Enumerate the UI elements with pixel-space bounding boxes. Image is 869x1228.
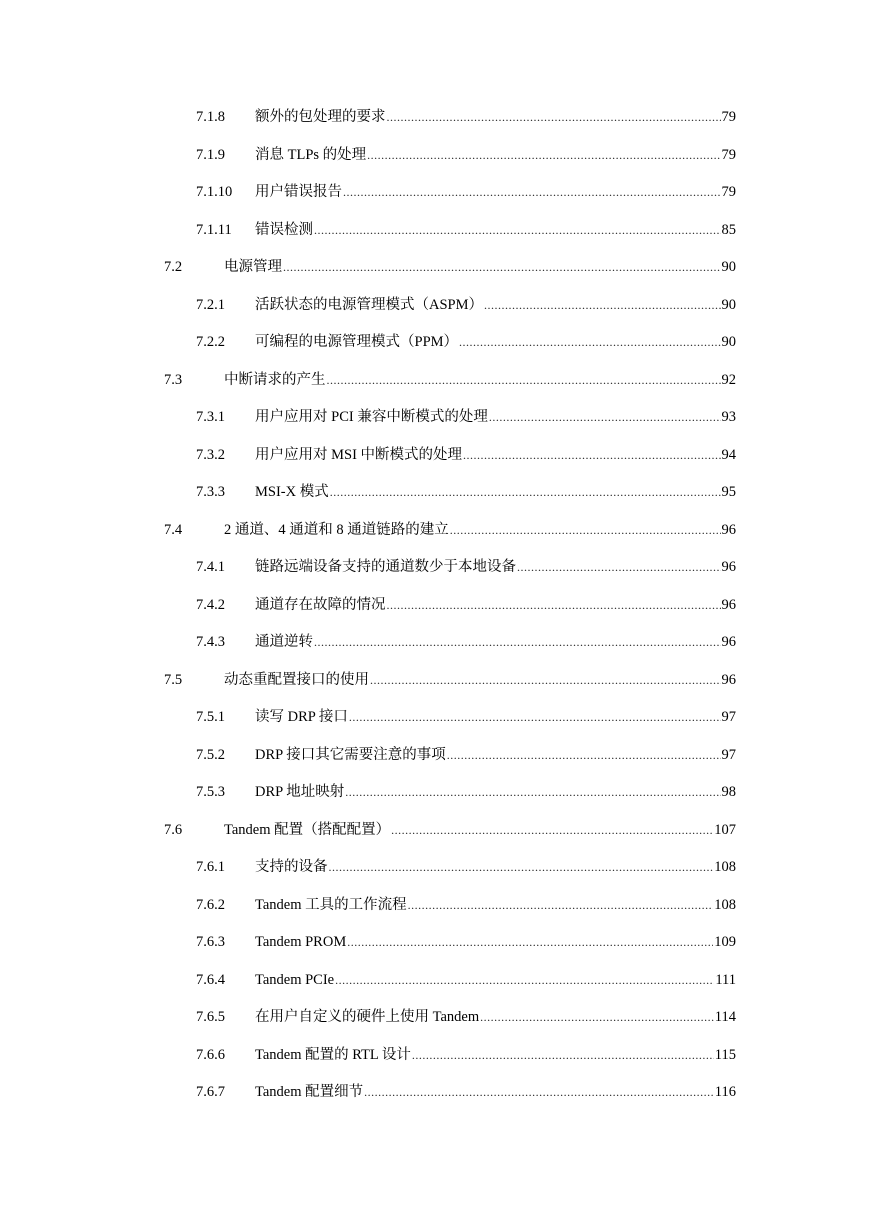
toc-entry[interactable] bbox=[0, 849, 869, 887]
dot-leader bbox=[408, 887, 714, 925]
toc-entry-page: 96 bbox=[721, 559, 736, 575]
toc-entry-line bbox=[255, 212, 736, 250]
dot-leader bbox=[335, 962, 714, 1000]
dot-leader bbox=[314, 212, 721, 250]
toc-entry-line bbox=[255, 962, 736, 1000]
toc-entry-number: 7.6.4 bbox=[196, 971, 225, 988]
toc-entry-number: 7.3 bbox=[164, 371, 183, 388]
toc-entry-line bbox=[255, 774, 736, 812]
toc-entry-page: 96 bbox=[721, 521, 736, 538]
toc-entry-page: 79 bbox=[721, 109, 736, 125]
toc-entry-number: 7.5 bbox=[164, 671, 183, 688]
toc-entry-title: 链路远端设备支持的通道数少于本地设备 bbox=[255, 559, 516, 575]
toc-entry-line bbox=[224, 512, 736, 550]
toc-entry-title: 在用户自定义的硬件上使用 Tandem bbox=[255, 1009, 480, 1025]
toc-entry-title: MSI-X 模式 bbox=[255, 484, 329, 500]
toc-entry[interactable] bbox=[0, 999, 869, 1037]
toc-entry[interactable] bbox=[0, 362, 869, 400]
toc-entry-title: 通道逆转 bbox=[255, 634, 313, 650]
toc-entry-number: 7.2 bbox=[164, 259, 183, 275]
toc-entry[interactable] bbox=[0, 962, 869, 1000]
toc-entry-page: 109 bbox=[714, 934, 736, 950]
dot-leader bbox=[327, 362, 721, 400]
toc-entry-page: 116 bbox=[714, 1084, 736, 1100]
toc-entry-number: 7.2.2 bbox=[196, 334, 225, 350]
table-of-contents bbox=[0, 99, 869, 1112]
toc-entry-page: 108 bbox=[714, 859, 736, 875]
toc-entry[interactable] bbox=[0, 174, 869, 212]
dot-leader bbox=[463, 437, 720, 475]
toc-entry-title: 用户错误报告 bbox=[255, 184, 342, 200]
toc-entry-number: 7.6.3 bbox=[196, 934, 225, 950]
toc-entry[interactable] bbox=[0, 99, 869, 137]
toc-entry-number: 7.6.5 bbox=[196, 1009, 225, 1025]
dot-leader bbox=[412, 1037, 714, 1075]
toc-entry-number: 7.3.2 bbox=[196, 446, 225, 463]
toc-entry-title: 额外的包处理的要求 bbox=[255, 109, 386, 125]
toc-entry-number: 7.3.3 bbox=[196, 484, 225, 500]
toc-entry-page: 96 bbox=[721, 596, 736, 613]
toc-entry-page: 97 bbox=[721, 746, 736, 763]
toc-entry-line bbox=[224, 249, 736, 287]
toc-entry-title: 通道存在故障的情况 bbox=[255, 596, 386, 613]
toc-entry-title: 可编程的电源管理模式（PPM） bbox=[255, 334, 459, 350]
toc-entry-page: 94 bbox=[721, 446, 736, 463]
dot-leader bbox=[450, 512, 721, 550]
toc-entry-page: 95 bbox=[721, 484, 736, 500]
toc-entry-title: Tandem 配置（搭配配置） bbox=[224, 821, 391, 838]
toc-entry[interactable] bbox=[0, 662, 869, 700]
toc-entry-line bbox=[255, 474, 736, 512]
dot-leader bbox=[283, 249, 721, 287]
toc-entry[interactable] bbox=[0, 587, 869, 625]
toc-entry[interactable] bbox=[0, 287, 869, 325]
toc-entry[interactable] bbox=[0, 437, 869, 475]
dot-leader bbox=[517, 549, 721, 587]
toc-entry-title: 消息 TLPs 的处理 bbox=[255, 146, 367, 163]
toc-entry-number: 7.4 bbox=[164, 521, 183, 538]
toc-entry-title: Tandem PCIe bbox=[255, 971, 335, 988]
toc-entry-title: 错误检测 bbox=[255, 221, 313, 238]
dot-leader bbox=[489, 399, 721, 437]
toc-entry-number: 7.5.3 bbox=[196, 784, 225, 800]
toc-entry-line bbox=[255, 624, 736, 662]
toc-entry[interactable] bbox=[0, 324, 869, 362]
toc-entry-page: 98 bbox=[721, 784, 736, 800]
dot-leader bbox=[330, 474, 721, 512]
toc-entry-line bbox=[224, 662, 736, 700]
dot-leader bbox=[387, 99, 721, 137]
toc-entry-line bbox=[255, 437, 736, 475]
toc-entry-title: 支持的设备 bbox=[255, 859, 328, 875]
toc-entry-title: 中断请求的产生 bbox=[224, 371, 326, 388]
dot-leader bbox=[329, 849, 714, 887]
dot-leader bbox=[480, 999, 714, 1037]
toc-entry[interactable] bbox=[0, 774, 869, 812]
dot-leader bbox=[314, 624, 721, 662]
toc-entry-title: DRP 地址映射 bbox=[255, 784, 345, 800]
toc-entry-number: 7.6.1 bbox=[196, 859, 225, 875]
toc-entry-page: 115 bbox=[714, 1046, 736, 1063]
toc-entry[interactable] bbox=[0, 737, 869, 775]
toc-entry[interactable] bbox=[0, 887, 869, 925]
toc-entry[interactable] bbox=[0, 137, 869, 175]
dot-leader bbox=[459, 324, 720, 362]
toc-entry-number: 7.4.1 bbox=[196, 559, 225, 575]
toc-entry[interactable] bbox=[0, 212, 869, 250]
toc-entry-line bbox=[255, 699, 736, 737]
toc-entry-title: Tandem 工具的工作流程 bbox=[255, 896, 407, 913]
dot-leader bbox=[345, 774, 720, 812]
toc-entry-line bbox=[255, 287, 736, 325]
toc-entry-number: 7.5.1 bbox=[196, 709, 225, 725]
toc-entry-page: 108 bbox=[714, 896, 736, 913]
toc-entry[interactable] bbox=[0, 512, 869, 550]
toc-entry-page: 85 bbox=[721, 221, 736, 238]
toc-entry-number: 7.1.8 bbox=[196, 109, 225, 125]
toc-entry-title: 用户应用对 PCI 兼容中断模式的处理 bbox=[255, 409, 488, 425]
toc-entry-page: 92 bbox=[721, 371, 736, 388]
toc-entry[interactable] bbox=[0, 249, 869, 287]
toc-entry-page: 96 bbox=[721, 671, 736, 688]
toc-entry-title: 读写 DRP 接口 bbox=[255, 709, 348, 725]
toc-entry-number: 7.1.9 bbox=[196, 146, 225, 163]
toc-entry-line bbox=[255, 174, 736, 212]
toc-entry-number: 7.5.2 bbox=[196, 746, 225, 763]
toc-entry-line bbox=[255, 399, 736, 437]
toc-entry-line bbox=[224, 812, 736, 850]
toc-entry-title: 2 通道、4 通道和 8 通道链路的建立 bbox=[224, 521, 449, 538]
toc-entry-number: 7.1.11 bbox=[196, 221, 232, 238]
dot-leader bbox=[484, 287, 721, 325]
toc-entry-line bbox=[255, 999, 736, 1037]
toc-entry-page: 79 bbox=[721, 184, 736, 200]
toc-entry-page: 79 bbox=[721, 146, 736, 163]
toc-entry-line bbox=[255, 324, 736, 362]
toc-entry-page: 90 bbox=[721, 334, 736, 350]
dot-leader bbox=[367, 137, 720, 175]
toc-entry-number: 7.4.2 bbox=[196, 596, 225, 613]
toc-entry[interactable] bbox=[0, 812, 869, 850]
toc-entry-line bbox=[255, 737, 736, 775]
dot-leader bbox=[343, 174, 721, 212]
toc-entry-page: 90 bbox=[721, 296, 736, 313]
toc-entry-title: Tandem PROM bbox=[255, 934, 347, 950]
toc-entry-line bbox=[255, 137, 736, 175]
toc-entry[interactable] bbox=[0, 1037, 869, 1075]
dot-leader bbox=[447, 737, 721, 775]
toc-entry-line bbox=[224, 362, 736, 400]
toc-entry-title: 电源管理 bbox=[224, 259, 282, 275]
toc-entry[interactable] bbox=[0, 924, 869, 962]
toc-entry-title: 动态重配置接口的使用 bbox=[224, 671, 369, 688]
toc-entry[interactable] bbox=[0, 699, 869, 737]
toc-entry[interactable] bbox=[0, 624, 869, 662]
toc-entry-line bbox=[255, 887, 736, 925]
dot-leader bbox=[364, 1074, 714, 1112]
toc-entry-line bbox=[255, 99, 736, 137]
dot-leader bbox=[347, 924, 713, 962]
toc-entry-title: DRP 接口其它需要注意的事项 bbox=[255, 746, 446, 763]
toc-entry-title: 用户应用对 MSI 中断模式的处理 bbox=[255, 446, 463, 463]
toc-entry-title: Tandem 配置细节 bbox=[255, 1084, 364, 1100]
toc-entry-line bbox=[255, 587, 736, 625]
toc-entry-line bbox=[255, 549, 736, 587]
toc-entry-number: 7.4.3 bbox=[196, 634, 225, 650]
toc-entry-number: 7.1.10 bbox=[196, 184, 233, 200]
toc-entry[interactable] bbox=[0, 474, 869, 512]
toc-entry-line bbox=[255, 849, 736, 887]
dot-leader bbox=[387, 587, 721, 625]
toc-entry-title: 活跃状态的电源管理模式（ASPM） bbox=[255, 296, 483, 313]
toc-entry-title: Tandem 配置的 RTL 设计 bbox=[255, 1046, 411, 1063]
toc-entry-line bbox=[255, 924, 736, 962]
toc-entry[interactable] bbox=[0, 1074, 869, 1112]
toc-entry-number: 7.2.1 bbox=[196, 296, 225, 313]
toc-entry[interactable] bbox=[0, 399, 869, 437]
toc-entry-line bbox=[255, 1037, 736, 1075]
toc-entry-page: 90 bbox=[721, 259, 736, 275]
toc-entry-number: 7.6.2 bbox=[196, 896, 225, 913]
toc-entry-page: 96 bbox=[721, 634, 736, 650]
toc-entry-page: 111 bbox=[715, 971, 736, 988]
toc-entry-page: 114 bbox=[714, 1009, 736, 1025]
toc-entry-page: 97 bbox=[721, 709, 736, 725]
toc-entry-number: 7.6.7 bbox=[196, 1084, 225, 1100]
toc-entry-page: 93 bbox=[721, 409, 736, 425]
toc-entry-number: 7.6 bbox=[164, 821, 183, 838]
dot-leader bbox=[370, 662, 721, 700]
toc-entry-number: 7.6.6 bbox=[196, 1046, 225, 1063]
toc-entry-page: 107 bbox=[714, 821, 736, 838]
dot-leader bbox=[391, 812, 713, 850]
dot-leader bbox=[349, 699, 721, 737]
toc-entry[interactable] bbox=[0, 549, 869, 587]
toc-entry-number: 7.3.1 bbox=[196, 409, 225, 425]
toc-entry-line bbox=[255, 1074, 736, 1112]
